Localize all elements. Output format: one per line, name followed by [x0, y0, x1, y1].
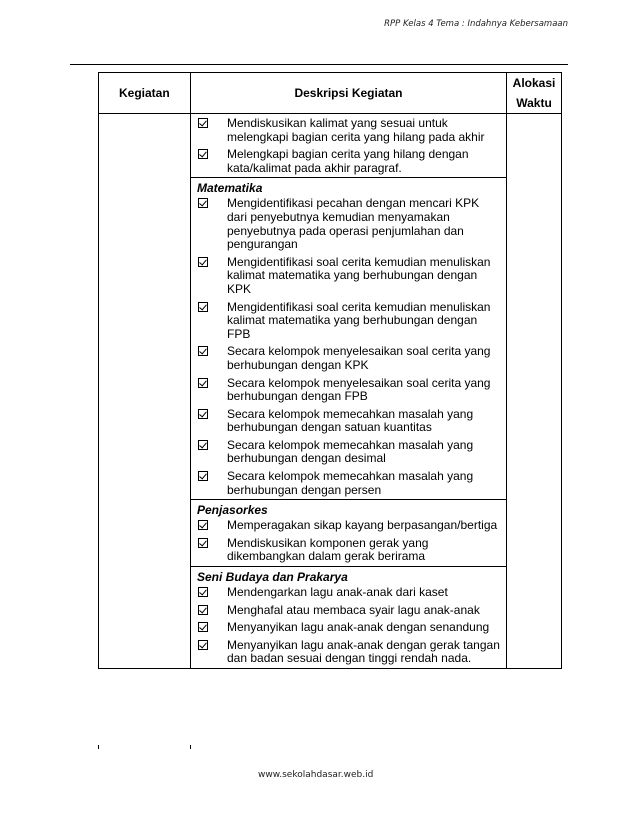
checked-box-icon: [198, 409, 208, 419]
column-header-deskripsi: Deskripsi Kegiatan: [191, 73, 507, 114]
alokasi-cell: [507, 114, 562, 669]
footer-url: www.sekolahdasar.web.id: [258, 770, 374, 780]
list-item: [197, 197, 506, 251]
checked-box-icon: [198, 302, 208, 312]
table-continuation-left: [98, 745, 99, 749]
list-item-text: Mendengarkan lagu anak-anak dari kaset: [227, 585, 448, 600]
list-item-text: Melengkapi bagian cerita yang hilang dengan kata/kalimat pada akhir paragraf.: [227, 147, 469, 175]
section-title: Matematika: [197, 181, 263, 196]
deskripsi-cell: [191, 500, 507, 567]
list-item: [197, 537, 506, 564]
table-header-row: [99, 73, 562, 114]
checked-box-icon: [198, 198, 208, 208]
checked-box-icon: [198, 257, 208, 267]
deskripsi-cell: [191, 567, 507, 669]
checked-box-icon: [198, 622, 208, 632]
list-item-text: Secara kelompok menyelesaikan soal cerita yang berhubungan dengan KPK: [227, 344, 491, 372]
activity-table: [98, 72, 562, 669]
checked-box-icon: [198, 346, 208, 356]
checked-box-icon: [198, 471, 208, 481]
checked-box-icon: [198, 378, 208, 388]
section-block: [191, 114, 506, 177]
list-item-text: Mengidentifikasi soal cerita kemudian menuliskan kalimat matematika yang berhubungan dengan FPB: [227, 299, 491, 341]
list-item-text: Mengidentifikasi soal cerita kemudian menuliskan kalimat matematika yang berhubungan dengan KPK: [227, 254, 491, 296]
list-item-text: Secara kelompok memecahkan masalah yang berhubungan dengan persen: [227, 469, 474, 497]
checked-box-icon: [198, 587, 208, 597]
list-item-text: Menyanyikan lagu anak-anak dengan gerak tangan dan badan sesuai dengan tinggi rendah nada.: [227, 637, 500, 666]
list-item-text: Mendiskusikan komponen gerak yang dikembangkan dalam gerak berirama: [227, 535, 429, 564]
list-item: [197, 377, 506, 404]
checked-box-icon: [198, 605, 208, 615]
checked-box-icon: [198, 149, 208, 159]
deskripsi-cell: [191, 114, 507, 178]
list-item: [197, 439, 506, 466]
list-item: [197, 345, 506, 372]
list-item: [197, 256, 506, 297]
checked-box-icon: [198, 440, 208, 450]
checked-box-icon: [198, 538, 208, 548]
header-divider: [70, 64, 568, 65]
list-item-text: Menghafal atau membaca syair lagu anak-anak: [227, 602, 480, 617]
checked-box-icon: [198, 118, 208, 128]
list-item: [197, 117, 506, 144]
list-item: [197, 148, 506, 175]
checked-box-icon: [198, 640, 208, 650]
list-item-text: Secara kelompok memecahkan masalah yang berhubungan dengan desimal: [227, 437, 474, 466]
list-item-text: Memperagakan sikap kayang berpasangan/bertiga: [227, 518, 498, 533]
list-item: [197, 639, 506, 666]
section-title: Seni Budaya dan Prakarya: [197, 570, 348, 585]
section-title: Penjasorkes: [197, 503, 268, 518]
table-continuation-mid: [190, 745, 191, 749]
list-item: [197, 301, 506, 342]
list-item-text: Secara kelompok menyelesaikan soal cerita yang berhubungan dengan FPB: [227, 375, 491, 404]
list-item-text: Mendiskusikan kalimat yang sesuai untuk melengkapi bagian cerita yang hilang pada akhir: [227, 116, 485, 144]
checked-box-icon: [198, 520, 208, 530]
kegiatan-cell: [99, 114, 191, 669]
list-item: [197, 470, 506, 497]
deskripsi-cell: [191, 178, 507, 500]
list-item: [197, 408, 506, 435]
column-header-alokasi: Alokasi Waktu: [507, 73, 562, 114]
section-block: [191, 567, 506, 668]
page-header-title: RPP Kelas 4 Tema : Indahnya Kebersamaan: [384, 19, 568, 29]
list-item: [197, 604, 506, 618]
list-item-text: Menyanyikan lagu anak-anak dengan senandung: [227, 620, 490, 635]
list-item-text: Secara kelompok memecahkan masalah yang berhubungan dengan satuan kuantitas: [227, 406, 474, 435]
section-block: [191, 178, 506, 499]
table-row: [99, 114, 562, 178]
list-item: [197, 586, 506, 600]
list-item: [197, 621, 506, 635]
list-item-text: Mengidentifikasi pecahan dengan mencari KPK dari penyebutnya kemudian menyamakan penyebutnya pada operasi penjumlahan dan pengurangan: [227, 196, 480, 252]
list-item: [197, 519, 506, 533]
section-block: [191, 500, 506, 566]
column-header-kegiatan: Kegiatan: [99, 73, 191, 114]
